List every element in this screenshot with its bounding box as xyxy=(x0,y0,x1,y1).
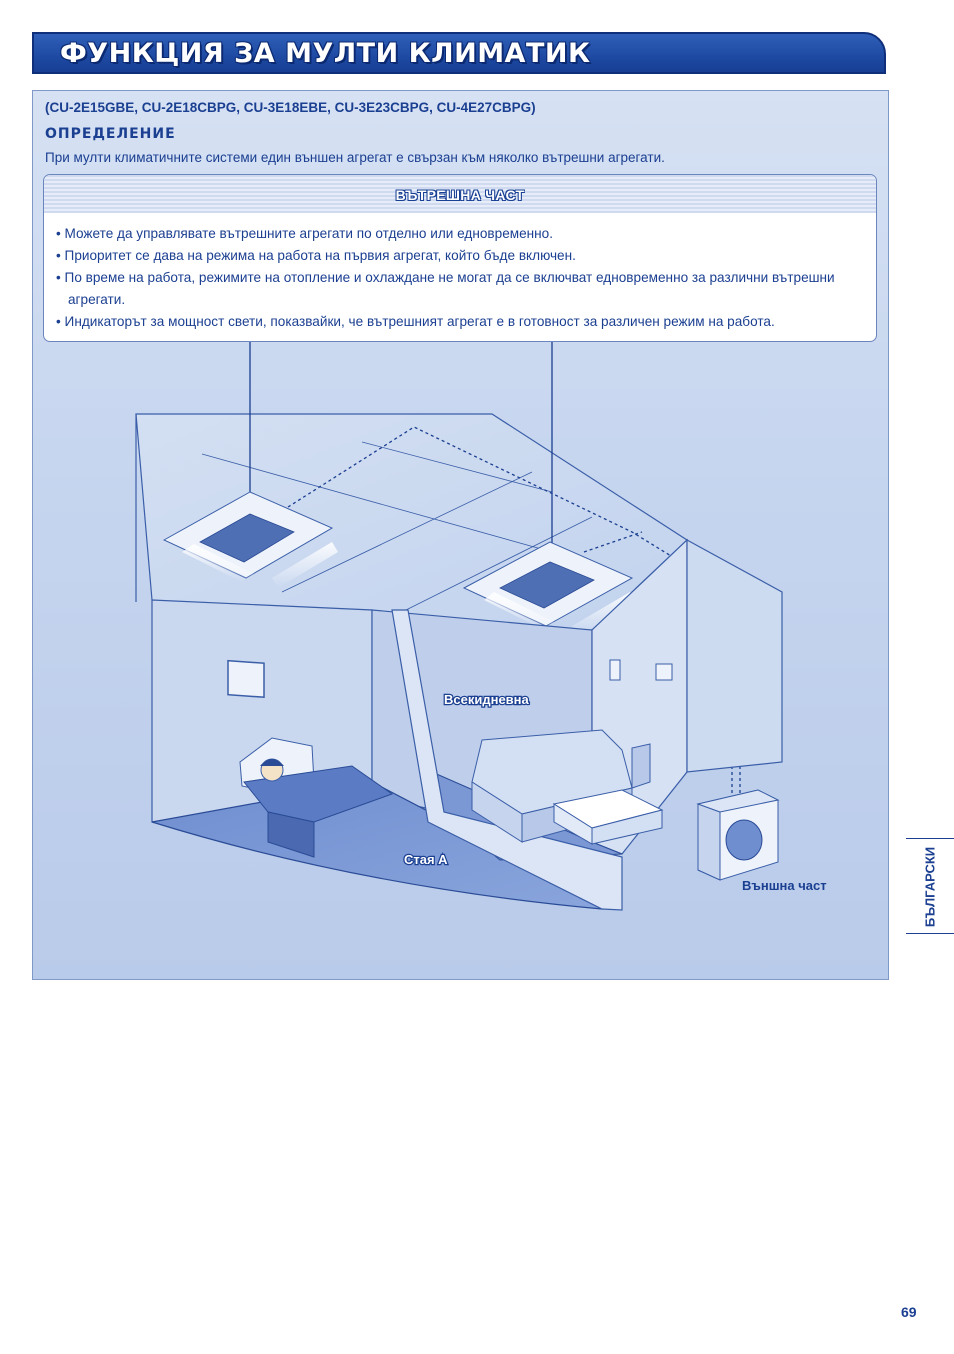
page-title: ФУНКЦИЯ ЗА МУЛТИ КЛИМАТИК xyxy=(60,38,591,69)
remote-control xyxy=(610,660,620,680)
model-list: (CU-2E15GBE, CU-2E18CBPG, CU-3E18EBE, CU-3E23CBPG, CU-4E27CBPG) xyxy=(45,100,536,115)
title-bar xyxy=(32,32,886,74)
label-living-room: Всекидневна xyxy=(444,692,529,707)
list-item: • Можете да управлявате вътрешните агрегати по отделно или едновременно. xyxy=(56,223,866,245)
indoor-heading: ВЪТРЕШНА ЧАСТ xyxy=(395,187,525,203)
multi-split-illustration xyxy=(32,342,889,979)
language-label: БЪЛГАРСКИ xyxy=(922,846,938,928)
list-item: • По време на работа, режимите на отопление и охлаждане не могат да се включват едновременно за различни вътрешни агрегати. xyxy=(56,267,866,311)
language-tab xyxy=(906,838,954,934)
list-item: • Приоритет се дава на режима на работа на първия агрегат, който бъде включен. xyxy=(56,245,866,267)
label-room-a: Стая А xyxy=(404,852,448,867)
label-outdoor-unit: Външна част xyxy=(742,878,827,893)
outdoor-unit xyxy=(698,790,778,880)
indoor-info-box xyxy=(43,174,877,342)
definition-text: При мулти климатичните системи един външен агрегат е свързан към няколко вътрешни агрегати. xyxy=(45,150,665,165)
definition-heading: ОПРЕДЕЛЕНИЕ xyxy=(45,126,176,142)
picture-frame xyxy=(228,661,264,698)
indoor-bullet-list xyxy=(56,223,866,333)
page-number: 69 xyxy=(901,1304,917,1320)
wall-switch xyxy=(656,664,672,680)
indoor-heading-bar xyxy=(44,175,876,213)
list-item: • Индикаторът за мощност свети, показвайки, че вътрешният агрегат е в готовност за различен режим на работа. xyxy=(56,311,866,333)
